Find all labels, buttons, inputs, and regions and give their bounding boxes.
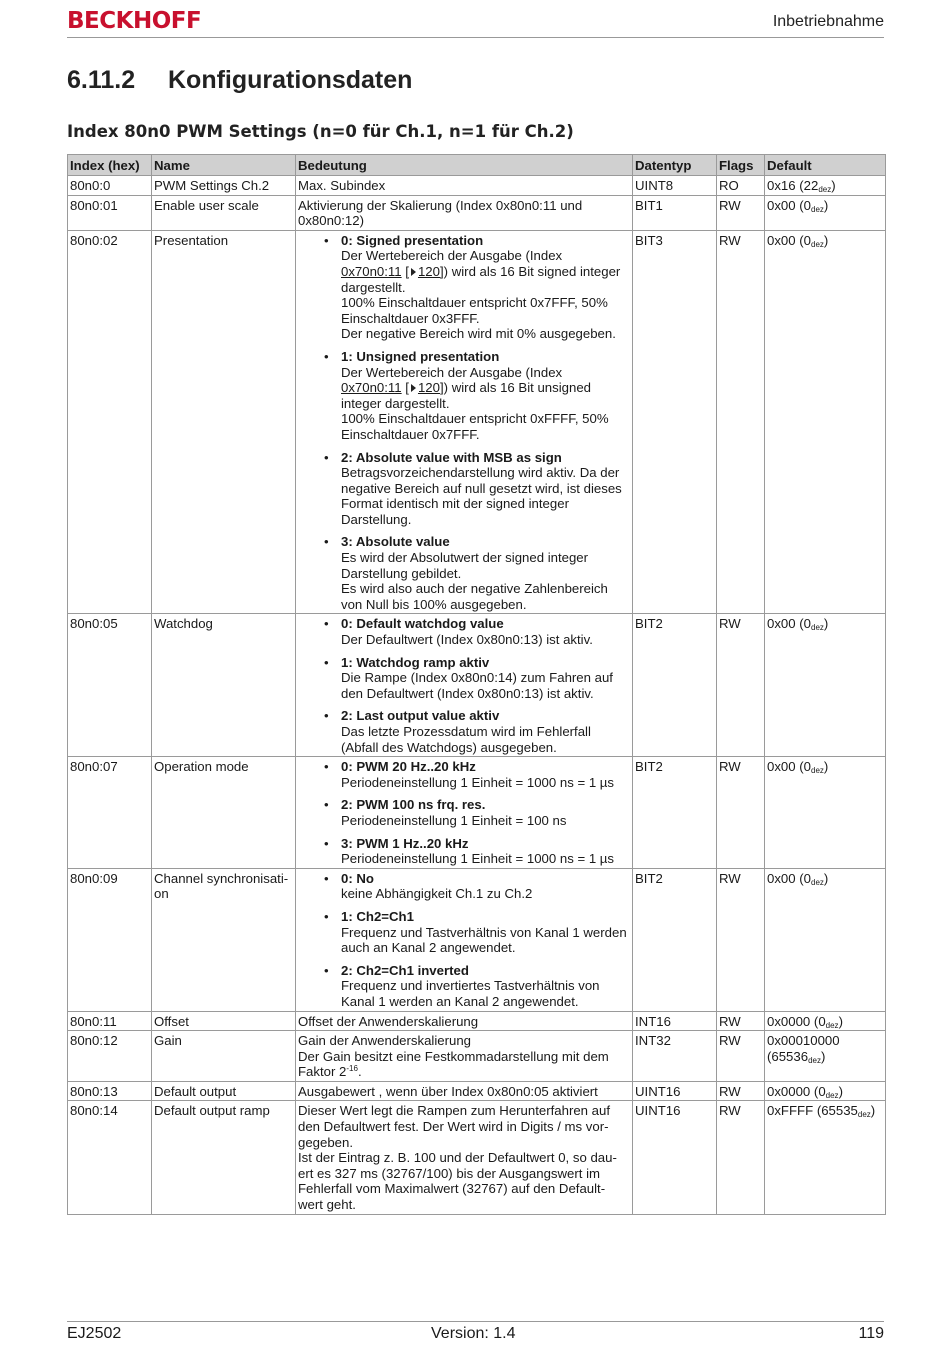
default-close: ) <box>838 1083 843 1099</box>
col-header-name: Name <box>152 155 296 176</box>
cell-flags: RW <box>717 1011 765 1031</box>
bullet-icon: • <box>324 708 329 724</box>
default-dez: dez <box>825 1020 839 1030</box>
cell-index: 80n0:11 <box>68 1011 152 1031</box>
page-ref-number: 120 <box>417 380 440 396</box>
option-item <box>298 871 630 902</box>
header-divider <box>67 37 884 38</box>
cell-index: 80n0:01 <box>68 195 152 230</box>
bullet-icon: • <box>324 449 329 465</box>
cell-flags: RW <box>717 230 765 614</box>
option-text: Es wird der Absolutwert der signed integer Darstellung gebildet. <box>341 550 589 581</box>
default-value: 0x00 (0 <box>767 616 811 632</box>
cell-type: BIT3 <box>633 230 717 614</box>
default-value: 0x00010000 (65536 <box>767 1033 840 1064</box>
cell-index: 80n0:13 <box>68 1081 152 1101</box>
option-label: 0: PWM 20 Hz..20 kHz <box>341 759 476 775</box>
option-text: 100% Einschaltdauer entspricht 0x7FFF, 50% Einschaltdauer 0x3FFF. <box>341 295 608 326</box>
cell-flags: RW <box>717 868 765 1011</box>
option-text: Frequenz und Tastverhältnis von Kanal 1 werden auch an Kanal 2 angewendet. <box>341 924 627 956</box>
default-dez: dez <box>811 766 824 776</box>
option-text: Periodeneinstellung 1 Einheit = 1000 ns = 1 µs <box>341 851 615 867</box>
option-label: 0: Default watchdog value <box>341 616 504 632</box>
cell-default <box>765 230 886 614</box>
default-dez: dez <box>808 1055 821 1065</box>
meaning-line <box>298 1150 630 1212</box>
cell-index: 80n0:07 <box>68 757 152 869</box>
default-close: ) <box>823 616 829 632</box>
page-ref-link[interactable]: [ 120] <box>405 380 444 396</box>
option-item <box>298 349 630 443</box>
table-row <box>68 868 886 1011</box>
option-text: keine Abhängigkeit Ch.1 zu Ch.2 <box>341 886 533 902</box>
option-label: 1: Watchdog ramp aktiv <box>341 654 490 670</box>
default-dez: dez <box>818 185 832 194</box>
cell-index: 80n0:12 <box>68 1031 152 1082</box>
option-label: 2: Ch2=Ch1 inverted <box>341 962 469 978</box>
cell-flags: RW <box>717 1081 765 1101</box>
option-item <box>298 233 630 342</box>
bullet-icon: • <box>324 534 329 550</box>
table-row <box>68 1011 886 1031</box>
option-label: 1: Ch2=Ch1 <box>341 908 414 924</box>
config-table <box>67 154 886 1215</box>
default-value: 0x0000 (0 <box>767 1083 826 1099</box>
page-ref-number: 120 <box>417 263 440 279</box>
table-row <box>68 1081 886 1101</box>
option-label: 3: PWM 1 Hz..20 kHz <box>341 835 469 851</box>
default-close: ) <box>838 1013 843 1029</box>
cell-type: INT32 <box>633 1031 717 1082</box>
option-item <box>298 708 630 755</box>
default-value: 0x00 (0 <box>767 232 811 248</box>
cell-type: INT16 <box>633 1011 717 1031</box>
chapter-title: Inbetriebnahme <box>772 13 884 30</box>
bullet-icon: • <box>324 835 329 851</box>
option-item <box>298 759 630 790</box>
meaning-line <box>298 1103 630 1150</box>
cell-name: Offset <box>152 1011 296 1031</box>
table-subtitle: Index 80n0 PWM Settings (n=0 für Ch.1, n=1 für Ch.2) <box>67 122 574 141</box>
arrow-right-icon <box>411 268 416 276</box>
meaning-text: Der Gain besitzt eine Festkommadarstellung mit dem Faktor 2 <box>298 1048 609 1080</box>
option-label: 2: PWM 100 ns frq. res. <box>341 797 486 813</box>
option-text: Der Wertebereich der Ausgabe (Index <box>341 248 563 264</box>
table-row <box>68 176 886 196</box>
bullet-icon: • <box>324 908 329 924</box>
section-heading <box>67 66 412 95</box>
cell-default <box>765 1081 886 1101</box>
meaning-text: Ist der Eintrag z. B. 100 und der Defaultwert 0, so dau-ert es 327 ms (32767/100) bis der Ausgangswert im Fehlerfall vom Maximalwert (32767) auf den Default-wert geht. <box>298 1150 617 1213</box>
bullet-icon: • <box>324 232 329 248</box>
cell-flags: RW <box>717 1031 765 1082</box>
option-text: Frequenz und invertiertes Tastverhältnis von Kanal 1 werden an Kanal 2 angewendet. <box>341 978 600 1009</box>
bullet-icon: • <box>324 962 329 978</box>
default-value: 0xFFFF (65535 <box>767 1103 858 1119</box>
cell-flags: RW <box>717 1101 765 1214</box>
cell-default <box>765 614 886 757</box>
default-close: ) <box>870 1103 876 1119</box>
option-text: Es wird also auch der negative Zahlenbereich von Null bis 100% ausgegeben. <box>341 581 608 612</box>
option-text: Betragsvorzeichendarstellung wird aktiv. Da der negative Bereich auf null gesetzt wird, ist dieses Format identisch mit der signed integer Darstellung. <box>341 465 622 527</box>
bullet-icon: • <box>324 759 329 775</box>
option-label: 3: Absolute value <box>341 534 450 550</box>
cell-flags: RW <box>717 614 765 757</box>
meaning-text: Gain der Anwenderskalierung <box>298 1033 472 1049</box>
cell-meaning: Aktivierung der Skalierung (Index 0x80n0:11 und 0x80n0:12) <box>296 195 633 230</box>
cell-type: UINT16 <box>633 1101 717 1214</box>
cell-meaning <box>296 1031 633 1082</box>
default-close: ) <box>823 197 829 213</box>
cell-name: Default output <box>152 1081 296 1101</box>
option-item <box>298 450 630 528</box>
col-header-type: Datentyp <box>633 155 717 176</box>
table-header-row <box>68 155 886 176</box>
cell-flags: RW <box>717 757 765 869</box>
meaning-exponent: -16 <box>346 1064 358 1074</box>
cell-type: UINT16 <box>633 1081 717 1101</box>
col-header-default: Default <box>765 155 886 176</box>
cell-index: 80n0:0 <box>68 176 152 196</box>
default-value: 0x0000 (0 <box>767 1013 826 1029</box>
cell-default <box>765 757 886 869</box>
option-text: Der Defaultwert (Index 0x80n0:13) ist aktiv. <box>341 632 593 648</box>
cell-meaning <box>296 230 633 614</box>
section-number: 6.11.2 <box>67 66 136 94</box>
meaning-text: Dieser Wert legt die Rampen zum Herunterfahren auf den Defaultwert fest. Der Wert wird in Digits / ms vor-gegeben. <box>298 1103 611 1150</box>
default-close: ) <box>820 1048 826 1064</box>
option-text: Der Wertebereich der Ausgabe (Index <box>341 364 563 380</box>
col-header-meaning: Bedeutung <box>296 155 633 176</box>
default-dez: dez <box>811 204 824 214</box>
bullet-icon: • <box>324 348 329 364</box>
footer-divider <box>67 1321 884 1322</box>
page-ref-link[interactable]: [ 120] <box>405 263 444 279</box>
default-value: 0x00 (0 <box>767 197 811 213</box>
cell-meaning: Ausgabewert , wenn über Index 0x80n0:05 aktiviert <box>296 1081 633 1101</box>
cell-name: Operation mode <box>152 757 296 869</box>
cell-default <box>765 1031 886 1082</box>
table-row <box>68 757 886 869</box>
option-text: wird als 16 Bit signed integer dargestellt. <box>341 263 621 295</box>
default-value: 0x00 (0 <box>767 870 811 886</box>
cell-type: UINT8 <box>633 176 717 196</box>
cell-name: Presentation <box>152 230 296 614</box>
cell-type: BIT2 <box>633 868 717 1011</box>
cell-type: BIT2 <box>633 757 717 869</box>
cell-meaning <box>296 614 633 757</box>
cell-default <box>765 1101 886 1214</box>
cell-meaning <box>296 868 633 1011</box>
meaning-end: . <box>357 1064 362 1080</box>
option-item <box>298 655 630 702</box>
cell-type: BIT1 <box>633 195 717 230</box>
cell-meaning: Offset der Anwenderskalierung <box>296 1011 633 1031</box>
cell-meaning <box>296 757 633 869</box>
cell-default <box>765 868 886 1011</box>
option-link-line: 0x70n0:11 [ 120]) wird als 16 Bit unsigned integer dargestellt. <box>341 380 591 411</box>
cell-index: 80n0:14 <box>68 1101 152 1214</box>
option-text: Die Rampe (Index 0x80n0:14) zum Fahren auf den Defaultwert (Index 0x80n0:13) ist aktiv. <box>341 670 613 701</box>
option-text: Das letzte Prozessdatum wird im Fehlerfall (Abfall des Watchdogs) ausgegeben. <box>341 724 591 755</box>
cell-meaning <box>296 1101 633 1214</box>
option-label: 0: No <box>341 870 374 886</box>
default-dez: dez <box>811 623 824 633</box>
option-text: Periodeneinstellung 1 Einheit = 100 ns <box>341 812 567 828</box>
cell-meaning: Max. Subindex <box>296 176 633 196</box>
beckhoff-logo: BECKHOFF <box>67 8 202 34</box>
option-label: 2: Absolute value with MSB as sign <box>341 449 562 465</box>
arrow-right-icon <box>411 384 416 392</box>
meaning-line <box>298 1049 630 1080</box>
footer-page-number: 119 <box>858 1325 884 1342</box>
section-title: Konfigurationsdaten <box>168 66 413 94</box>
register-link[interactable]: 0x70n0:11 <box>341 263 402 279</box>
col-header-flags: Flags <box>717 155 765 176</box>
meaning-line <box>298 1033 630 1049</box>
cell-name: PWM Settings Ch.2 <box>152 176 296 196</box>
cell-default <box>765 195 886 230</box>
default-value: 0x16 (22 <box>767 178 819 193</box>
option-item <box>298 616 630 647</box>
cell-index: 80n0:02 <box>68 230 152 614</box>
col-header-index: Index (hex) <box>68 155 152 176</box>
option-item <box>298 836 630 867</box>
bullet-icon: • <box>324 654 329 670</box>
cell-name: Default output ramp <box>152 1101 296 1214</box>
default-close: ) <box>823 870 829 886</box>
footer-version: Version: 1.4 <box>431 1325 516 1342</box>
default-dez: dez <box>811 239 824 249</box>
option-item <box>298 797 630 828</box>
default-close: ) <box>823 759 829 775</box>
option-label: 1: Unsigned presentation <box>341 348 500 364</box>
cell-default <box>765 176 886 196</box>
table-row <box>68 195 886 230</box>
table-row <box>68 1101 886 1214</box>
default-dez: dez <box>811 877 824 887</box>
cell-name: Watchdog <box>152 614 296 757</box>
option-label: 0: Signed presentation <box>341 232 484 248</box>
bullet-icon: • <box>324 797 329 813</box>
table-row <box>68 230 886 614</box>
option-item <box>298 909 630 956</box>
cell-type: BIT2 <box>633 614 717 757</box>
option-text: Periodeneinstellung 1 Einheit = 1000 ns = 1 µs <box>341 774 615 790</box>
cell-flags: RO <box>717 176 765 196</box>
option-item <box>298 963 630 1010</box>
default-dez: dez <box>825 1090 839 1100</box>
register-link[interactable]: 0x70n0:11 <box>341 380 402 396</box>
bullet-icon: • <box>324 616 329 632</box>
option-text: Der negative Bereich wird mit 0% ausgegeben. <box>341 326 616 342</box>
cell-index: 80n0:05 <box>68 614 152 757</box>
default-close: ) <box>831 178 836 193</box>
option-text: wird als 16 Bit unsigned integer dargestellt. <box>341 380 591 411</box>
default-close: ) <box>823 232 829 248</box>
cell-name: Channel synchronisati-on <box>152 868 296 1011</box>
table-row <box>68 614 886 757</box>
cell-name: Gain <box>152 1031 296 1082</box>
cell-name: Enable user scale <box>152 195 296 230</box>
option-link-line: 0x70n0:11 [ 120]) wird als 16 Bit signed integer dargestellt. <box>341 263 621 295</box>
default-value: 0x00 (0 <box>767 759 811 775</box>
bullet-icon: • <box>324 870 329 886</box>
cell-flags: RW <box>717 195 765 230</box>
option-text: 100% Einschaltdauer entspricht 0xFFFF, 50% Einschaltdauer 0x7FFF. <box>341 411 609 442</box>
footer-product: EJ2502 <box>67 1325 122 1342</box>
table-row <box>68 1031 886 1082</box>
default-dez: dez <box>857 1110 871 1120</box>
option-label: 2: Last output value aktiv <box>341 708 500 724</box>
cell-index: 80n0:09 <box>68 868 152 1011</box>
option-item <box>298 534 630 612</box>
cell-default <box>765 1011 886 1031</box>
